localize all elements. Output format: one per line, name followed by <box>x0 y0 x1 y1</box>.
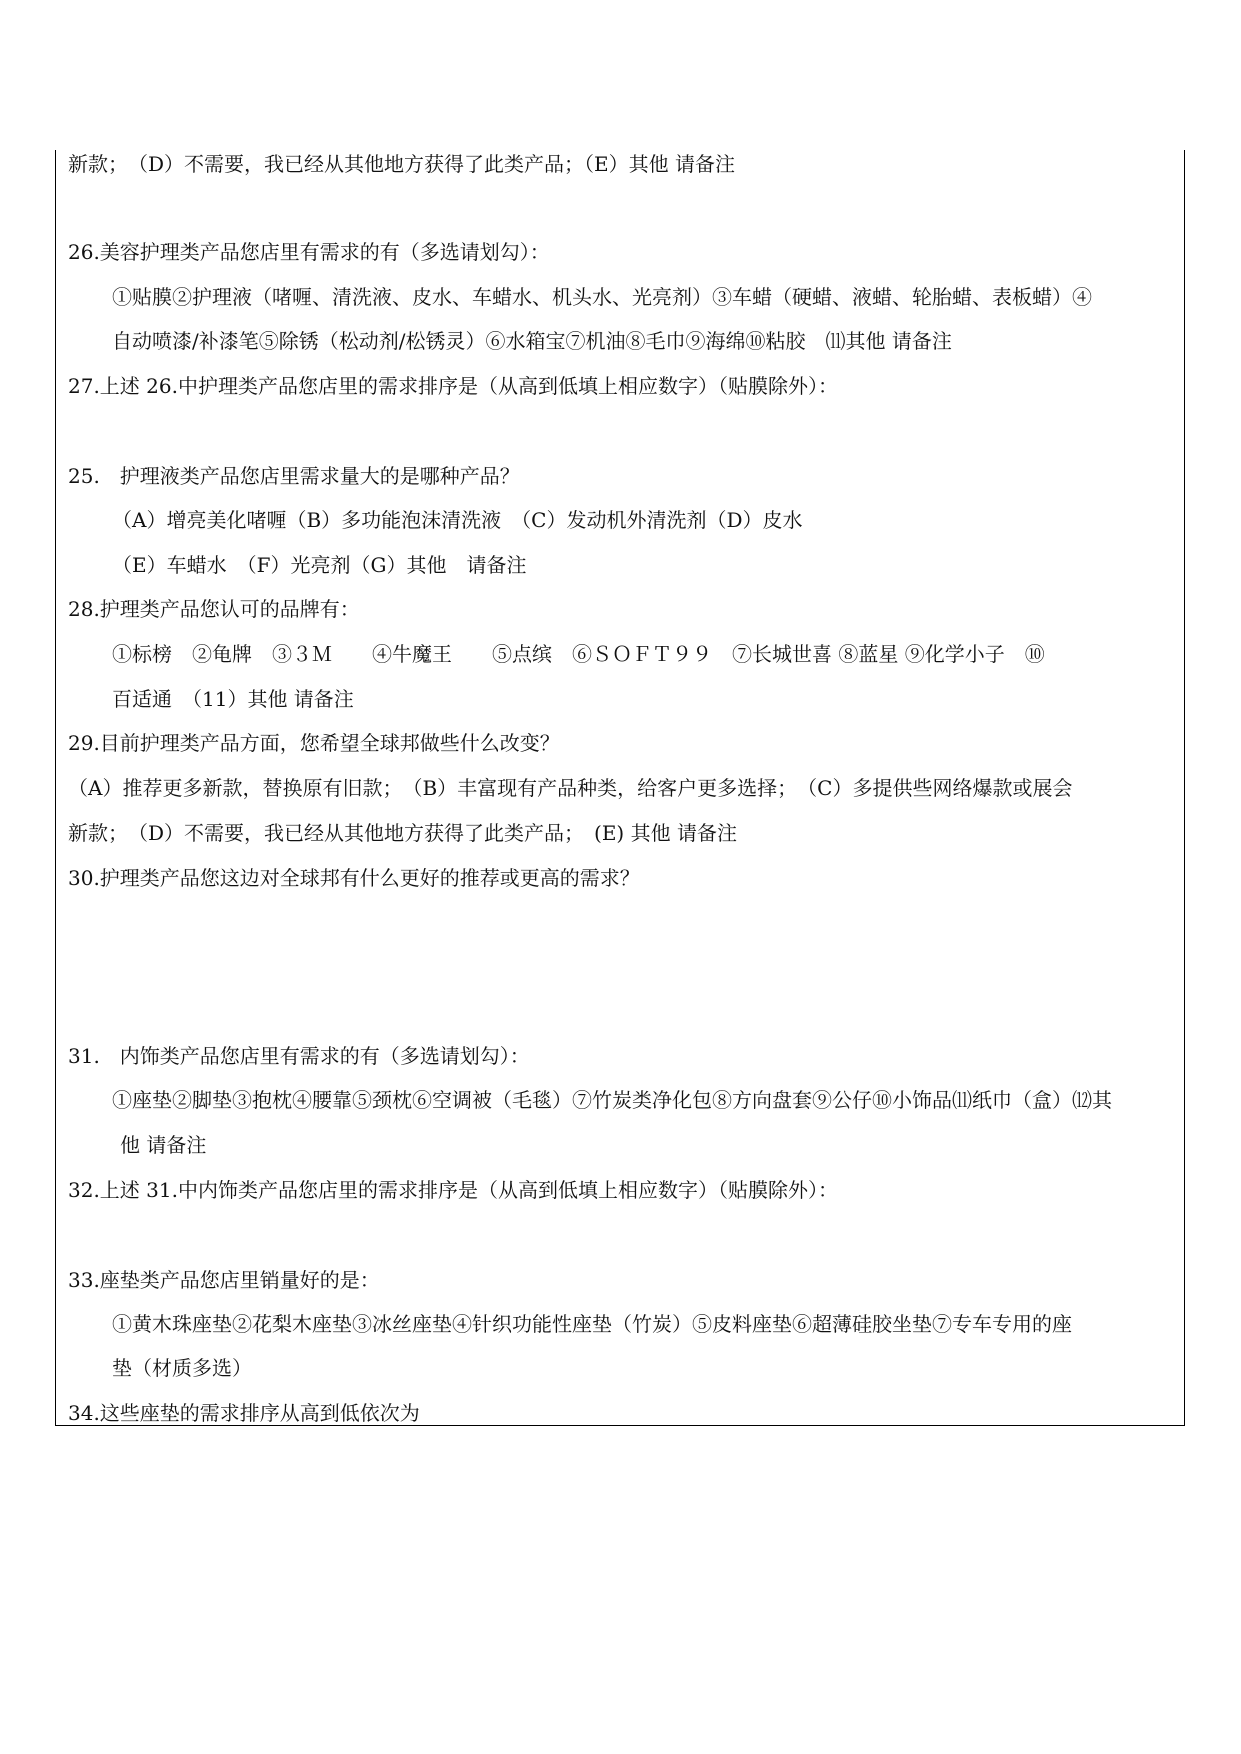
q33-options-line-1: ①黄木珠座垫②花梨木座垫③冰丝座垫④针织功能性座垫（竹炭）⑤皮料座垫⑥超薄硅胶坐垫⑦专车专用的座 <box>112 1312 1072 1336</box>
q29-question: 29.目前护理类产品方面，您希望全球邦做些什么改变？ <box>68 731 560 755</box>
q31-options-line-2: 他 请备注 <box>120 1133 207 1157</box>
q29-options-line-2: 新款； （D）不需要，我已经从其他地方获得了此类产品； (E) 其他 请备注 <box>68 821 737 845</box>
q28-options-line-2: 百适通 （11）其他 请备注 <box>112 687 354 711</box>
q26-question: 26.美容护理类产品您店里有需求的有（多选请划勾）： <box>68 240 550 264</box>
q32-question: 32.上述 31.中内饰类产品您店里的需求排序是（从高到低填上相应数字）（贴膜除外）： <box>68 1178 838 1202</box>
q26-options-line-1: ①贴膜②护理液（啫喱、清洗液、皮水、车蜡水、机头水、光亮剂）③车蜡（硬蜡、液蜡、轮胎蜡、表板蜡）④ <box>112 285 1092 309</box>
q30-question: 30.护理类产品您这边对全球邦有什么更好的推荐或更高的需求？ <box>68 866 640 890</box>
q25-options-line-1: （A）增亮美化啫喱（B）多功能泡沫清洗液 （C）发动机外清洗剂（D）皮水 <box>112 508 803 532</box>
q34-question: 34.这些座垫的需求排序从高到低依次为 <box>68 1401 420 1425</box>
q29-continuation-line: 新款； （D）不需要，我已经从其他地方获得了此类产品；（E）其他 请备注 <box>68 152 735 176</box>
q31-question: 31. 内饰类产品您店里有需求的有（多选请划勾）： <box>68 1044 530 1068</box>
q33-question: 33.座垫类产品您店里销量好的是： <box>68 1268 380 1292</box>
q25-options-line-2: （E）车蜡水 （F）光亮剂（G）其他 请备注 <box>112 553 527 577</box>
q29-options-line-1: （A）推荐更多新款，替换原有旧款； （B）丰富现有产品种类，给客户更多选择； （C）多提供些网络爆款或展会 <box>68 776 1073 800</box>
q25-question: 25. 护理液类产品您店里需求量大的是哪种产品？ <box>68 464 520 488</box>
q33-options-line-2: 垫（材质多选） <box>112 1356 252 1380</box>
q28-question: 28.护理类产品您认可的品牌有： <box>68 597 360 621</box>
q26-options-line-2: 自动喷漆/补漆笔⑤除锈（松动剂/松锈灵）⑥水箱宝⑦机油⑧毛巾⑨海绵⑩粘胶 ⑾其他 请备注 <box>112 329 952 353</box>
q28-options-line-1: ①标榜 ②龟牌 ③３Ｍ ④牛魔王 ⑤点缤 ⑥ＳＯＦＴ９９ ⑦长城世喜 ⑧蓝星 ⑨化学小子 ⑩ <box>112 642 1045 666</box>
q31-options-line-1: ①座垫②脚垫③抱枕④腰靠⑤颈枕⑥空调被（毛毯）⑦竹炭类净化包⑧方向盘套⑨公仔⑩小饰品⑾纸巾（盒）⑿其 <box>112 1088 1112 1112</box>
q27-question: 27.上述 26.中护理类产品您店里的需求排序是（从高到低填上相应数字）（贴膜除外）： <box>68 374 838 398</box>
